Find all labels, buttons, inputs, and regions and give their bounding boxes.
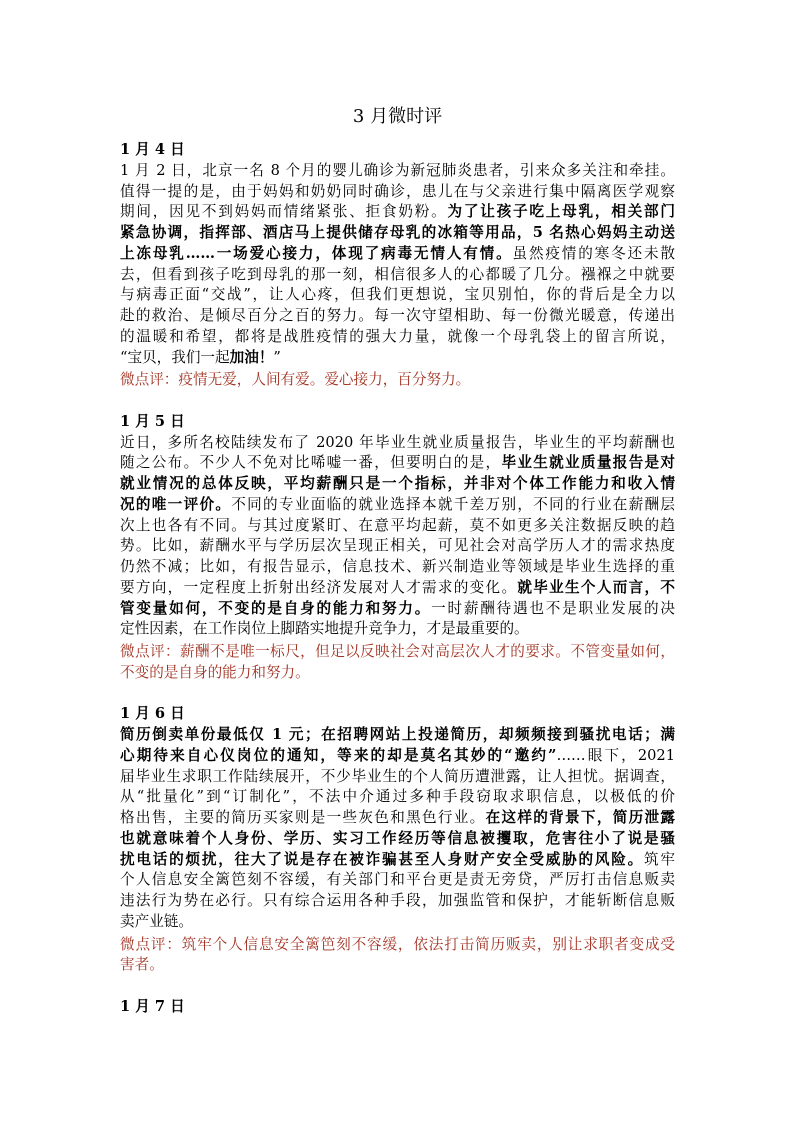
document-title: 3 月微时评	[352, 106, 443, 127]
entry-jan-6	[120, 704, 675, 976]
text-run: 违法行为势在必行。只有综合运用各种手段，加强监管和保护，才能斩断信息贩	[120, 892, 675, 909]
body-line	[120, 495, 675, 516]
body-line	[120, 306, 675, 327]
emphasis-run: 扰电话的烦扰，往大了说是存在被诈骗甚至人身财产安全受威胁的风险。	[120, 850, 645, 868]
body-line	[120, 870, 675, 891]
body-line	[120, 912, 675, 933]
body-line	[120, 265, 675, 286]
text-run: 1 月 2 日，北京一名 8 个月的婴儿确诊为新冠肺炎患者，引来众多关注和牵挂。	[120, 161, 675, 179]
entry-jan-7	[120, 997, 675, 1018]
body-line	[120, 433, 675, 454]
entry-body	[120, 725, 675, 933]
text-run: 仍然不减；比如，有报告显示，信息技术、新兴制造业等领域是毕业生选择的重	[120, 558, 675, 575]
text-run: 值得一提的是，由于妈妈和奶奶同时确诊，患儿在与父亲进行集中隔离医学观察	[120, 182, 675, 200]
text-run: 次上也各有不同。与其过度紧盯、在意平均起薪，莫不如更多关注数据反映的趋	[120, 516, 675, 534]
micro-comment	[120, 642, 675, 684]
text-run: 一时薪酬待遇也不是职业发展的决	[431, 599, 675, 617]
entry-body	[120, 161, 675, 369]
text-run: 虽然疫情的寒冬还未散	[512, 244, 675, 262]
text-run: 从“批量化”到“订制化”，不法中介通过多种手段窃取求职信息，以极低的价	[120, 788, 675, 806]
emphasis-run: 就毕业生个人而言，不	[517, 578, 675, 596]
body-line	[120, 767, 675, 788]
comment-line: 微点评：疫情无爱，人间有爱。爱心接力，百分努力。	[120, 371, 471, 389]
emphasis-run: 紧急协调，指挥部、酒店马上提供储存母乳的冰箱等用品，5 名热心妈妈主动送	[120, 224, 675, 241]
emphasis-run: 心期待来自心仪岗位的通知，等来的却是莫名其妙的“邀约”	[120, 746, 557, 764]
body-line	[120, 829, 675, 850]
emphasis-run: 管变量如何，不变的是自身的能力和努力。	[120, 599, 432, 617]
entry-date: 1 月 6 日	[120, 705, 185, 723]
text-run: 要方向，一定程度上折射出经济发展对人才需求的变化。	[120, 578, 518, 596]
emphasis-run: 上冻母乳……一场爱心接力，体现了病毒无情人有情。	[120, 244, 513, 262]
body-line	[120, 746, 675, 767]
document-page	[120, 104, 675, 1018]
text-run: “宝贝，我们一起	[120, 348, 230, 366]
body-line	[120, 578, 675, 599]
text-run: 与病毒正面“交战”，让人心疼，但我们更想说，宝贝别怕，你的背后是全力以	[120, 286, 675, 304]
body-line	[120, 244, 675, 265]
body-line	[120, 891, 675, 912]
body-line	[120, 202, 675, 223]
body-line	[120, 182, 675, 203]
body-line	[120, 516, 675, 537]
entry-jan-5	[120, 412, 675, 684]
body-line	[120, 850, 675, 871]
emphasis-run: 简历倒卖单份最低仅 1 元；在招聘网站上投递简历，却频频接到骚扰电话；满	[120, 726, 675, 743]
micro-comment	[120, 370, 675, 391]
text-run: 随之公布。不少人不免对比唏嘘一番，但要明白的是，	[120, 454, 502, 472]
text-run: 届毕业生求职工作陆续展开，不少毕业生的个人简历遭泄露，让人担忧。据调查，	[120, 767, 675, 785]
text-run: 近日，多所名校陆续发布了 2020 年毕业生就业质量报告，毕业生的平均薪酬也	[120, 433, 675, 451]
text-run: ”	[273, 348, 281, 366]
body-line	[120, 453, 675, 474]
emphasis-run: 毕业生就业质量报告是对	[501, 454, 675, 472]
body-line	[120, 619, 675, 640]
entry-body	[120, 433, 675, 641]
text-run: 筑牢	[644, 850, 675, 868]
blank-line	[120, 976, 675, 997]
emphasis-run: 也就意味着个人身份、学历、实习工作经历等信息被攫取，危害往小了说是骚	[120, 829, 675, 847]
micro-comment	[120, 935, 675, 977]
text-run: 去，但看到孩子吃到母乳的那一刻，相信很多人的心都暖了几分。襁褓之中就要	[120, 265, 675, 283]
body-line	[120, 474, 675, 495]
text-run: 的温暖和希望，都将是战胜疫情的强大力量，就像一个母乳袋上的留言所说，	[120, 327, 675, 345]
comment-line: 微点评：筑牢个人信息安全篱笆刻不容缓，依法打击简历贩卖，别让求职者变成受	[120, 935, 675, 953]
text-run: 期间，因见不到妈妈而情绪紧张、拒食奶粉。	[120, 203, 448, 221]
body-line	[120, 787, 675, 808]
body-line	[120, 808, 675, 829]
body-line	[120, 348, 675, 369]
body-line	[120, 599, 675, 620]
emphasis-run: 就业情况的总体反映，平均薪酬只是一个指标，并非对个体工作能力和收入情	[120, 475, 675, 492]
text-run: 个人信息安全篱笆刻不容缓，有关部门和平台更是责无旁贷，严厉打击信息贩卖	[120, 871, 675, 889]
text-run: 定性因素，在工作岗位上脚踏实地提升竞争力，才是最重要的。	[120, 620, 529, 638]
comment-line: 害者。	[120, 956, 164, 974]
text-run: 赴的救治、是倾尽百分之百的努力。每一次守望相助、每一份微光暖意，传递出	[120, 307, 675, 324]
emphasis-run: 在这样的背景下，简历泄露	[485, 809, 675, 826]
entry-date: 1 月 4 日	[120, 141, 185, 158]
body-line	[120, 557, 675, 578]
text-run: ……眼下，2021	[556, 746, 675, 764]
emphasis-run: 为了让孩子吃上母乳，相关部门	[447, 203, 675, 221]
body-line	[120, 161, 675, 182]
body-line	[120, 536, 675, 557]
text-run: 势。比如，薪酬水平与学历层次呈现正相关，可见社会对高学历人才的需求热度	[120, 537, 675, 555]
body-line	[120, 285, 675, 306]
body-line	[120, 725, 675, 746]
text-run: 卖产业链。	[120, 912, 193, 930]
text-run: 不同的专业面临的就业选择本就千差万别，不同的行业在薪酬层	[231, 495, 675, 513]
emphasis-run: 加油！	[229, 348, 274, 366]
text-run: 格出售，主要的简历买家则是一些灰色和黑色行业。	[120, 809, 486, 826]
comment-line: 不变的是自身的能力和努力。	[120, 663, 310, 681]
comment-line: 微点评：薪酬不是唯一标尺，但足以反映社会对高层次人才的要求。不管变量如何，	[120, 643, 675, 660]
blank-line	[120, 684, 675, 705]
body-line	[120, 223, 675, 244]
entry-jan-4	[120, 140, 675, 391]
entry-date: 1 月 5 日	[120, 412, 185, 430]
emphasis-run: 况的唯一评价。	[120, 495, 232, 513]
entry-date: 1 月 7 日	[120, 997, 185, 1015]
body-line	[120, 327, 675, 348]
blank-line	[120, 391, 675, 412]
